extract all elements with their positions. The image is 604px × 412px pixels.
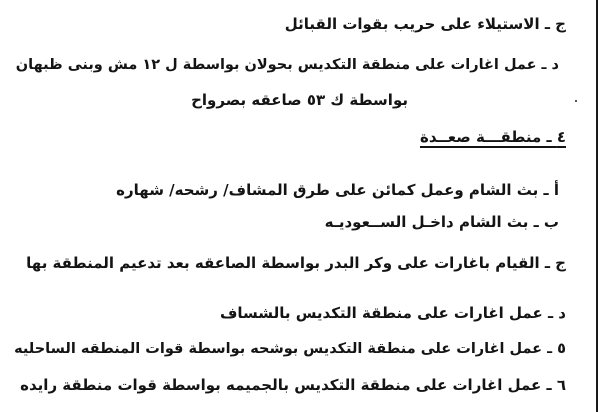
paragraph-jeem-badr-raids: ج ـ القيام باغارات على وكر البدر بواسطة الصاعقه بعد تدعيم المنطقة بها <box>26 254 566 272</box>
item-6-jumaima: ٦ ـ عمل اغارات على منطقة التكديس بالجميمه بواسطة قوات منطقة رايده <box>20 376 566 394</box>
paragraph-dal-shisaf: د ـ عمل اغارات على منطقة التكديس بالشساف <box>219 304 566 322</box>
page-edge-rule <box>596 0 598 412</box>
paragraph-ba-saudi: ب ـ بث الشام داخـل الســعوديـه <box>324 213 559 231</box>
paragraph-jeem-hareeb: ج ـ الاستيلاء على حريب بقوات القبائل <box>284 15 566 33</box>
scan-speck <box>575 100 577 102</box>
paragraph-dal-khawlan: د ـ عمل اغارات على منطقة التكديس بحولان بواسطة ل ١٢ مش وبنى ظبهان <box>15 57 559 73</box>
item-5-washha: ٥ ـ عمل اغارات على منطقة التكديس بوشحه بواسطة قوات المنطقه الساحليه <box>14 341 566 357</box>
section-heading-saada: ٤ ـ منطقـــة صعــدة <box>420 128 566 146</box>
paragraph-alif-ambushes: أ ـ بث الشام وعمل كمائن على طرق المشاف/ رشحه/ شهاره <box>116 181 559 199</box>
paragraph-dal-continuation: بواسطة ك ٥٣ صاعقه بصرواح <box>191 91 408 109</box>
